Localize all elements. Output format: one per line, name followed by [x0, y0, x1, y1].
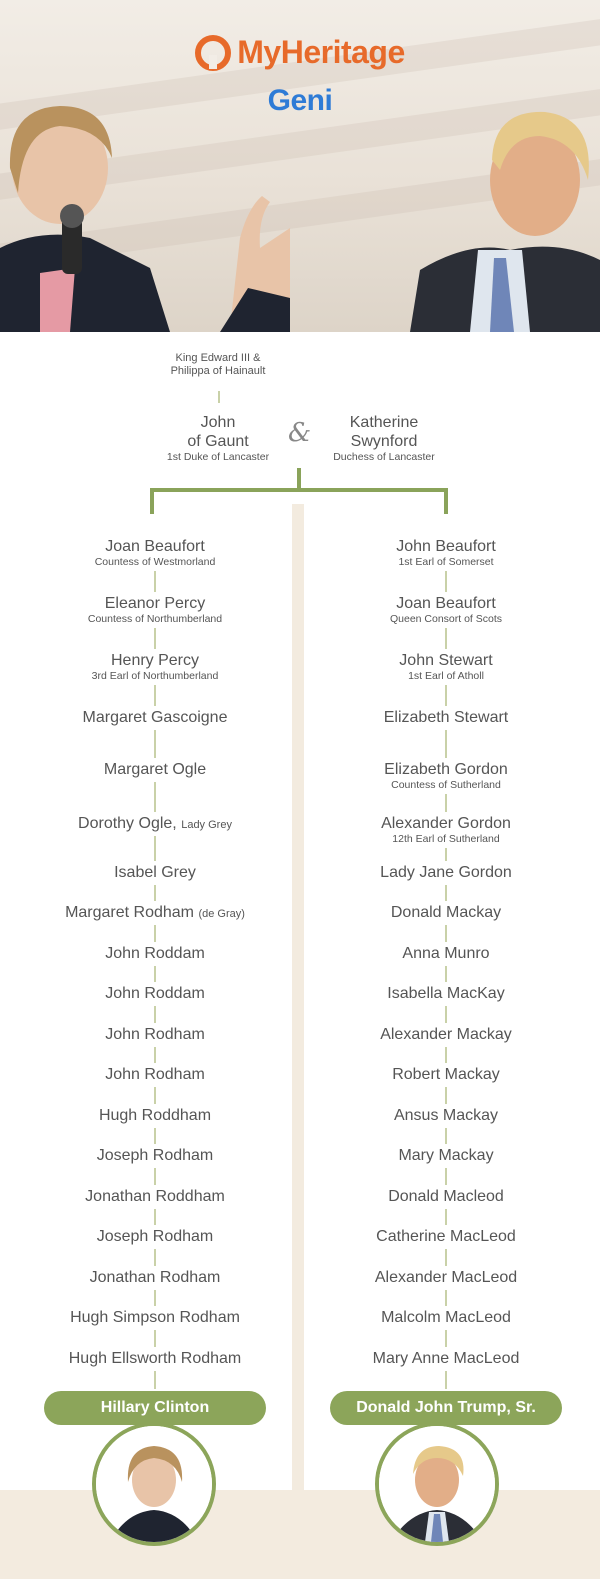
connector [445, 628, 447, 649]
ampersand: & [288, 418, 312, 448]
connector [445, 1047, 447, 1063]
right-lineage-person [306, 1106, 586, 1125]
left-lineage-person [15, 944, 295, 963]
left-lineage-person [15, 1308, 295, 1327]
left-lineage-person [15, 1106, 295, 1125]
person-name: John Roddam [105, 985, 205, 1002]
left-lineage-person [15, 984, 295, 1003]
person-name: Elizabeth Stewart [383, 709, 509, 726]
person-name-line1: John [200, 414, 236, 431]
left-lineage-person [15, 863, 295, 882]
right-lineage-person [306, 944, 586, 963]
connector [154, 925, 156, 942]
person-name-suffix: Lady Grey [181, 819, 232, 831]
root-parents [78, 352, 358, 378]
person-name: Eleanor Percy [104, 595, 206, 612]
person-name: John Rodham [105, 1026, 205, 1043]
left-lineage-person [15, 1146, 295, 1165]
connector [154, 1047, 156, 1063]
left-lineage-person [15, 708, 295, 727]
right-lineage-person [306, 537, 586, 569]
person-name: Margaret Rodham (de Gray) [65, 904, 245, 921]
person-name: Margaret Ogle [103, 761, 207, 778]
person-name: Donald Mackay [390, 904, 502, 921]
person-name-suffix: (de Gray) [198, 908, 245, 920]
connector [154, 1330, 156, 1347]
left-lineage-person [15, 1268, 295, 1287]
right-lineage-person [306, 594, 586, 626]
person-name: Joseph Rodham [96, 1228, 214, 1245]
person-title: 1st Earl of Somerset [398, 556, 494, 568]
person-name: Mary Anne MacLeod [372, 1350, 520, 1367]
person-name: Anna Munro [402, 945, 490, 962]
portrait-illustration [379, 1426, 495, 1542]
person-name: Hugh Simpson Rodham [70, 1309, 240, 1326]
person-title: Countess of Northumberland [87, 613, 223, 625]
connector [218, 391, 220, 403]
branch-bar [150, 488, 448, 492]
right-lineage-person [306, 984, 586, 1003]
person-title: 3rd Earl of Northumberland [91, 670, 219, 682]
connector [445, 848, 447, 861]
connector [445, 925, 447, 942]
person-name: Joseph Rodham [96, 1147, 214, 1164]
person-name: John Stewart [399, 652, 493, 669]
connector [154, 1371, 156, 1389]
left-lineage-person [15, 1227, 295, 1246]
connector [154, 836, 156, 861]
left-lineage-person [15, 760, 295, 779]
left-lineage-person [15, 1025, 295, 1044]
person-name: Alexander Mackay [380, 1026, 512, 1043]
footer-band [0, 1490, 600, 1579]
person-name: Dorothy Ogle, Lady Grey [78, 815, 232, 832]
connector [154, 885, 156, 901]
person-name: Margaret Gascoigne [82, 709, 228, 726]
myheritage-logo-icon [195, 35, 231, 71]
connector [154, 685, 156, 706]
left-lineage-person [15, 651, 295, 683]
person-name-line2: Swynford [350, 433, 418, 450]
connector [445, 1168, 447, 1185]
person-title: Countess of Sutherland [391, 779, 501, 791]
connector [154, 730, 156, 758]
connector [154, 628, 156, 649]
myheritage-logo [195, 34, 405, 71]
person-name: Alexander MacLeod [374, 1269, 518, 1286]
descendant-left-photo [92, 1422, 216, 1546]
left-lineage-person [15, 594, 295, 626]
right-lineage-person [306, 1349, 586, 1368]
connector [154, 1290, 156, 1306]
person-name: Jonathan Roddham [85, 1188, 225, 1205]
connector [445, 1209, 447, 1225]
connector [154, 1168, 156, 1185]
person-name: Donald Macleod [388, 1188, 504, 1205]
person-name: Joan Beaufort [105, 538, 205, 555]
connector [154, 966, 156, 982]
connector [445, 1290, 447, 1306]
person-name: Jonathan Rodham [89, 1269, 221, 1286]
connector [445, 1371, 447, 1389]
connector [154, 1006, 156, 1023]
branch-stem [297, 468, 301, 490]
connector [154, 571, 156, 592]
right-lineage-person [306, 760, 586, 792]
left-lineage-person [15, 1349, 295, 1368]
person-name: Joan Beaufort [396, 595, 496, 612]
root-right-person [244, 413, 524, 464]
person-name: John Roddam [105, 945, 205, 962]
left-lineage-person [15, 903, 295, 924]
connector [445, 1128, 447, 1144]
person-name: Hugh Roddham [98, 1107, 212, 1124]
connector [445, 685, 447, 706]
root-parents-text: King Edward III & Philippa of Hainault [170, 352, 266, 377]
right-lineage-person [306, 1187, 586, 1206]
person-name: Alexander Gordon [381, 815, 511, 832]
connector [445, 730, 447, 758]
right-lineage-person [306, 1025, 586, 1044]
person-name-line1: Katherine [349, 414, 419, 431]
person-title: 12th Earl of Sutherland [392, 833, 500, 845]
right-portrait [410, 100, 600, 332]
right-lineage-person [306, 1065, 586, 1084]
geni-wordmark: Geni [267, 83, 333, 117]
left-lineage-person [15, 537, 295, 569]
person-title: Countess of Westmorland [94, 556, 216, 568]
right-lineage-person [306, 1227, 586, 1246]
person-title: Duchess of Lancaster [333, 451, 435, 463]
person-name: John Beaufort [396, 538, 496, 555]
connector [154, 782, 156, 812]
portrait-illustration [96, 1426, 212, 1542]
right-lineage-person [306, 863, 586, 882]
left-lineage-person [15, 814, 295, 835]
person-name: Ansus Mackay [393, 1107, 499, 1124]
person-title: Queen Consort of Scots [389, 613, 503, 625]
right-lineage-person [306, 903, 586, 922]
person-name: Lady Jane Gordon [380, 864, 512, 881]
connector [445, 571, 447, 592]
descendant-right-photo [375, 1422, 499, 1546]
left-portrait [0, 98, 290, 332]
portrait-illustration [0, 98, 290, 332]
connector [154, 1249, 156, 1266]
connector [154, 1209, 156, 1225]
right-lineage-person [306, 1308, 586, 1327]
descendant-right-badge: Donald John Trump, Sr. [330, 1391, 562, 1425]
right-lineage-person [306, 651, 586, 683]
connector [445, 1330, 447, 1347]
connector [154, 1128, 156, 1144]
left-lineage-person [15, 1187, 295, 1206]
person-title: 1st Duke of Lancaster [166, 451, 270, 463]
person-name: Robert Mackay [392, 1066, 500, 1083]
connector [445, 1087, 447, 1104]
connector [445, 794, 447, 812]
person-title: 1st Earl of Atholl [408, 670, 484, 682]
connector [445, 1006, 447, 1023]
connector [445, 1249, 447, 1266]
person-name: Catherine MacLeod [376, 1228, 516, 1245]
left-lineage-person [15, 1065, 295, 1084]
myheritage-wordmark: MyHeritage [237, 34, 405, 70]
person-name: Isabel Grey [114, 864, 196, 881]
person-name: Henry Percy [110, 652, 200, 669]
person-name-line2: of Gaunt [187, 433, 249, 450]
right-lineage-person [306, 1146, 586, 1165]
connector [445, 885, 447, 901]
right-lineage-person [306, 814, 586, 846]
right-lineage-person [306, 1268, 586, 1287]
branch-left-drop [150, 488, 154, 514]
branch-right-drop [444, 488, 448, 514]
person-name: Elizabeth Gordon [384, 761, 508, 778]
person-name: Isabella MacKay [387, 985, 505, 1002]
connector [445, 966, 447, 982]
person-name: John Rodham [105, 1066, 205, 1083]
person-name: Mary Mackay [398, 1147, 494, 1164]
descendant-left-badge: Hillary Clinton [44, 1391, 266, 1425]
right-lineage-person [306, 708, 586, 727]
person-name: Hugh Ellsworth Rodham [68, 1350, 242, 1367]
header-banner [0, 0, 600, 332]
connector [154, 1087, 156, 1104]
person-name: Malcolm MacLeod [381, 1309, 511, 1326]
portrait-illustration [410, 100, 600, 332]
